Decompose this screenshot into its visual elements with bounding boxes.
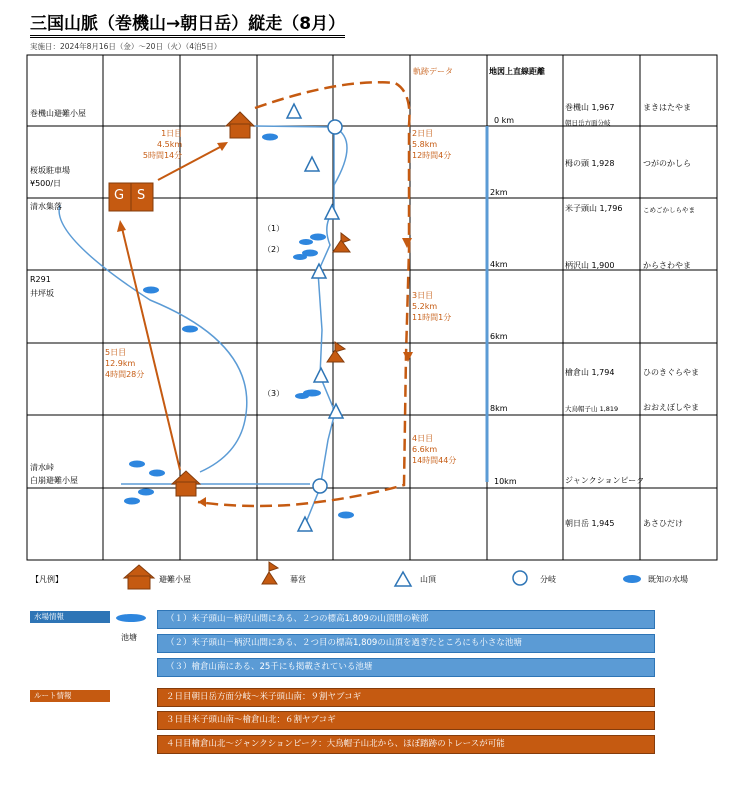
water-icon bbox=[124, 134, 354, 519]
peak-karasawa: 柄沢山 1,900 bbox=[565, 261, 615, 270]
day5-label: 5日目 12.9km 4時間28分 bbox=[105, 348, 145, 379]
junction-icon bbox=[313, 479, 327, 493]
arrow-head-left bbox=[198, 497, 206, 507]
legend-camp-icon bbox=[262, 562, 278, 584]
arrow-head-down-1 bbox=[403, 352, 413, 362]
legend-camp-label: 幕営 bbox=[290, 575, 306, 584]
peak-komego: 米子頭山 1,796 bbox=[565, 204, 623, 213]
peak-hinoki-kana: ひのきぐらやま bbox=[643, 368, 699, 377]
place-shimizu: 清水集落 bbox=[30, 202, 62, 211]
dashed-route bbox=[198, 82, 409, 506]
route-info-item-2: ３日目米子頭山南～檜倉山北：６割ヤブコギ bbox=[157, 711, 655, 730]
legend-junction-icon bbox=[513, 571, 527, 585]
peak-tsuga: 栂の頭 1,928 bbox=[565, 159, 615, 168]
place-parking-fee: ¥500/日 bbox=[30, 179, 62, 188]
camp-icon bbox=[333, 233, 350, 252]
peak-hinoki: 檜倉山 1,794 bbox=[565, 368, 615, 377]
legend-hut-icon bbox=[124, 565, 154, 589]
pond-marker-1: （1） bbox=[263, 224, 285, 233]
camp-icon bbox=[327, 342, 345, 362]
peak-oboshi: 大烏帽子山 1,819 bbox=[565, 405, 619, 413]
track-header: 軌跡データ bbox=[413, 67, 453, 76]
peak-oboshi-kana: おおえぼしやま bbox=[643, 403, 699, 412]
peak-makihata: 巻機山 1,967 bbox=[565, 103, 615, 112]
route-info-item-1: ２日目朝日岳方面分岐～米子頭山南：９割ヤブコギ bbox=[157, 688, 655, 707]
hut-icon bbox=[172, 471, 200, 496]
day4-label: 4日目 6.6km 14時間44分 bbox=[412, 434, 457, 465]
distance-6: 6km bbox=[490, 332, 508, 341]
peak-junction: ジャンクションピーク bbox=[565, 476, 645, 485]
peak-asahi-kana: あさひだけ bbox=[643, 519, 683, 528]
water-info-item-1: （１）米子頭山－柄沢山間にある、２つの標高1,809の山頂間の鞍部 bbox=[157, 610, 655, 629]
peak-komego-kana: こめごかしらやま bbox=[643, 206, 695, 214]
legend-summit-label: 山頂 bbox=[420, 575, 436, 584]
day1-arrow-head bbox=[217, 142, 228, 151]
water-info-tag: 水場情報 bbox=[30, 611, 110, 623]
legend-water-label: 既知の水場 bbox=[648, 575, 688, 584]
distance-header: 地図上直線距離 bbox=[489, 67, 545, 76]
place-shirakuzure-hut: 白崩避難小屋 bbox=[30, 476, 78, 485]
pond-marker-2: （2） bbox=[263, 245, 285, 254]
place-makihata-hut: 巻機山避難小屋 bbox=[30, 109, 86, 118]
ridge-lines bbox=[59, 126, 347, 525]
hut-icon bbox=[226, 112, 254, 138]
peak-tsuga-kana: つがのかしら bbox=[643, 159, 691, 168]
day2-label: 2日目 5.8km 12時間4分 bbox=[412, 129, 452, 160]
pond-legend-icon bbox=[116, 614, 146, 622]
place-r291: R291 bbox=[30, 275, 51, 284]
water-info-item-3: （３）檜倉山南にある、25千にも掲載されている池塘 bbox=[157, 658, 655, 677]
day1-label: 1日目 4.5km 5時間14分 bbox=[142, 129, 183, 160]
route-info-tag: ルート情報 bbox=[30, 690, 110, 702]
legend-water-icon bbox=[623, 575, 641, 583]
distance-2: 2km bbox=[490, 188, 508, 197]
pond-marker-3: （3） bbox=[263, 389, 285, 398]
distance-8: 8km bbox=[490, 404, 508, 413]
peak-makihata-kana: まきはたやま bbox=[643, 103, 691, 112]
legend-title: 【凡例】 bbox=[31, 575, 63, 584]
peak-karasawa-kana: からさわやま bbox=[643, 261, 691, 270]
water-info-item-2: （２）米子頭山－柄沢山間にある、２つ目の標高1,809の山頂を過ぎたところにも小さな池塘 bbox=[157, 634, 655, 653]
peak-makihata-sub: 朝日岳方面分岐 bbox=[565, 119, 611, 127]
peak-asahi: 朝日岳 1,945 bbox=[565, 519, 615, 528]
page-title: 三国山脈（巻機山→朝日岳）縦走（8月） bbox=[30, 14, 345, 38]
pond-label: 池塘 bbox=[121, 633, 137, 642]
distance-0: 0 km bbox=[494, 116, 515, 125]
place-shimizu-pass: 清水峠 bbox=[30, 463, 54, 472]
legend-junction-label: 分岐 bbox=[540, 575, 556, 584]
legend-hut-label: 避難小屋 bbox=[159, 575, 191, 584]
legend-summit-icon bbox=[395, 572, 411, 586]
start-label: S bbox=[137, 188, 146, 203]
place-sakurazaka-parking: 桜坂駐車場 bbox=[30, 166, 70, 175]
date-line: 実施日：2024年8月16日（金）～20日（火）（4泊5日） bbox=[30, 42, 222, 51]
goal-label: G bbox=[114, 188, 125, 203]
place-itsubozaka: 井坪坂 bbox=[30, 289, 54, 298]
day3-label: 3日目 5.2km 11時間1分 bbox=[412, 291, 452, 322]
route-info-item-3: ４日目檜倉山北～ジャンクションピーク：大烏帽子山北から、ほぼ踏跡のトレースが可能 bbox=[157, 735, 655, 754]
distance-4: 4km bbox=[490, 260, 508, 269]
junction-icon bbox=[328, 120, 342, 134]
distance-10: 10km bbox=[494, 477, 517, 486]
day5-arrow-head bbox=[117, 220, 126, 232]
